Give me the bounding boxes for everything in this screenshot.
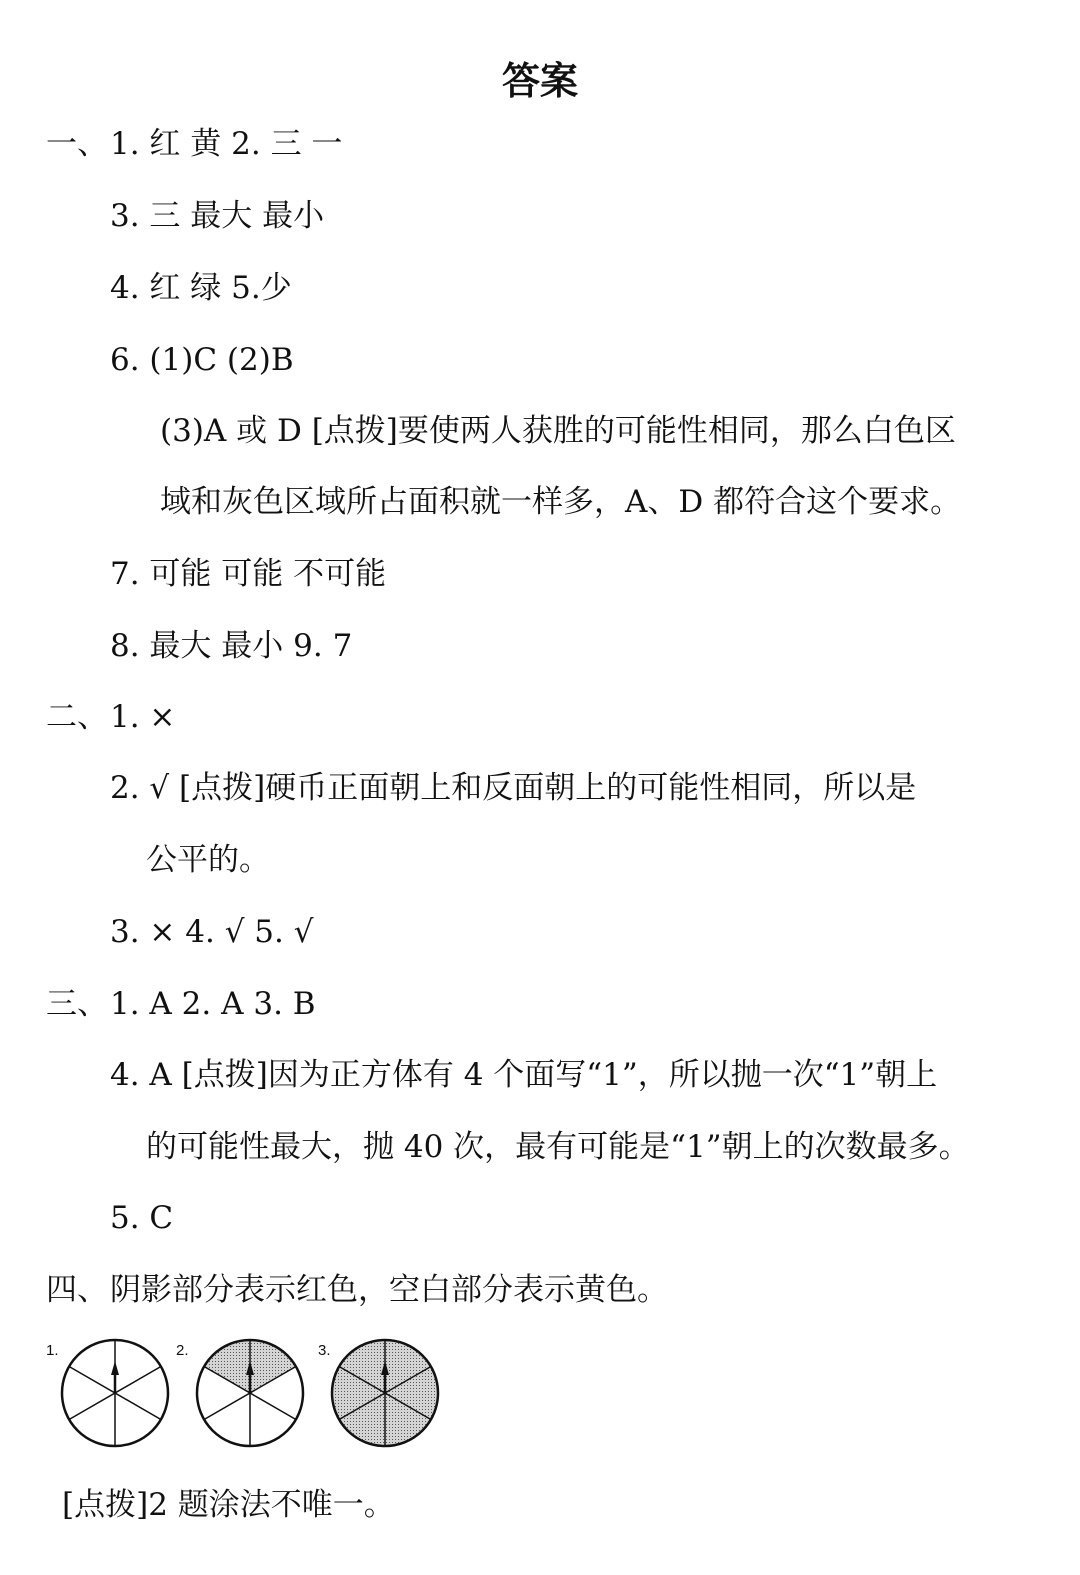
section-3-label: 三、 xyxy=(46,986,108,1022)
shaded-sector xyxy=(250,1340,296,1393)
section-1-line-6: 域和灰色区域所占面积就一样多，A、D 都符合这个要求。 xyxy=(160,484,962,520)
section-2-label: 二、 xyxy=(46,699,108,735)
spinner-figure-2 xyxy=(193,1336,307,1450)
section-1-line-1: 1. 红 黄 2. 三 一 xyxy=(110,126,343,162)
figure-2-label: 2. xyxy=(176,1342,189,1359)
section-1-line-4: 6. (1)C (2)B xyxy=(110,342,294,378)
section-3-line-3: 的可能性最大，抛 40 次，最有可能是“1”朝上的次数最多。 xyxy=(146,1129,970,1165)
shaded-sector xyxy=(204,1340,250,1393)
section-1-line-3: 4. 红 绿 5.少 xyxy=(110,270,292,306)
hint-note: [点拨]2 题涂法不唯一。 xyxy=(62,1487,395,1523)
section-3-line-2: 4. A [点拨]因为正方体有 4 个面写“1”，所以抛一次“1”朝上 xyxy=(110,1057,938,1093)
section-2-line-3: 公平的。 xyxy=(146,842,270,878)
section-1-label: 一、 xyxy=(46,126,108,162)
section-3-line-4: 5. C xyxy=(110,1200,174,1236)
section-2-line-2: 2. √ [点拨]硬币正面朝上和反面朝上的可能性相同，所以是 xyxy=(110,770,917,806)
section-1-line-5: (3)A 或 D [点拨]要使两人获胜的可能性相同，那么白色区 xyxy=(160,413,956,449)
section-1-line-8: 8. 最大 最小 9. 7 xyxy=(110,628,353,664)
section-4-text: 阴影部分表示红色，空白部分表示黄色。 xyxy=(110,1272,668,1308)
section-2-line-4: 3. × 4. √ 5. √ xyxy=(110,914,314,950)
figure-1-label: 1. xyxy=(46,1342,59,1359)
section-1-line-7: 7. 可能 可能 不可能 xyxy=(110,556,387,592)
spinner-figure-1 xyxy=(58,1336,172,1450)
section-2-line-1: 1. × xyxy=(110,699,176,735)
section-3-line-1: 1. A 2. A 3. B xyxy=(110,986,316,1022)
section-4-label: 四、 xyxy=(46,1272,108,1308)
spinner-figure-3 xyxy=(328,1336,442,1450)
figure-3-label: 3. xyxy=(318,1342,331,1359)
page-title: 答案 xyxy=(501,59,578,103)
section-1-line-2: 3. 三 最大 最小 xyxy=(110,198,325,234)
arrow-pointer-icon xyxy=(111,1361,119,1375)
